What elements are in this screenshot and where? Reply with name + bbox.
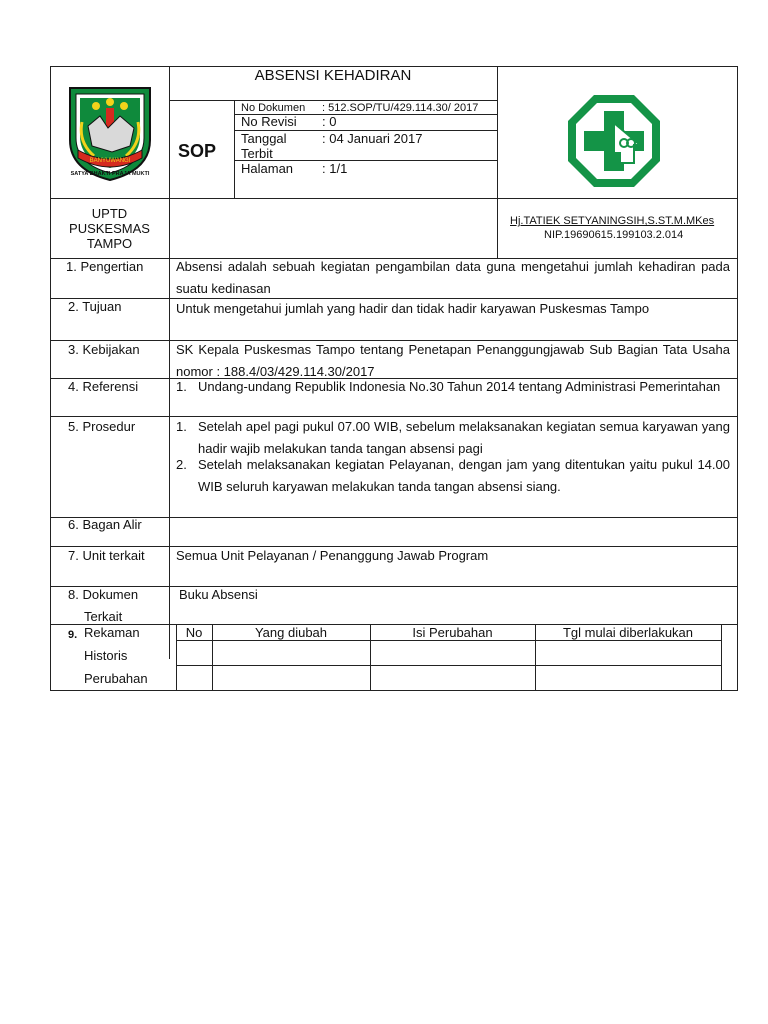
- referensi-item-number: 1.: [176, 379, 187, 394]
- no-dokumen-value: : 512.SOP/TU/429.114.30/ 2017: [322, 102, 479, 114]
- signatory-nip: NIP.19690615.199103.2.014: [544, 229, 684, 241]
- banyuwangi-crest-logo: [64, 82, 156, 182]
- dokumen-label-line2: Terkait: [84, 609, 123, 624]
- crest-motto-text: SATYA BHAKTI PRAJA MUKTI: [70, 171, 150, 177]
- sop-label: SOP: [178, 141, 217, 161]
- revision-col-isi-perubahan: Isi Perubahan: [412, 625, 493, 640]
- no-revisi-value: : 0: [322, 114, 337, 129]
- kebijakan-label: 3. Kebijakan: [68, 342, 140, 357]
- tanggal-value: : 04 Januari 2017: [322, 131, 423, 146]
- crest-banner-text: BANYUWANGI: [89, 158, 131, 164]
- unit-line2: PUSKESMAS: [69, 221, 150, 236]
- revision-col-no: No: [185, 625, 203, 640]
- revision-col-tgl-mulai: Tgl mulai diberlakukan: [562, 625, 694, 640]
- no-revisi-label: No Revisi: [241, 114, 297, 129]
- unit-terkait-text: Semua Unit Pelayanan / Penanggung Jawab Program: [176, 548, 489, 563]
- puskesmas-logo: [566, 93, 662, 189]
- kebijakan-text: SK Kepala Puskesmas Tampo tentang Penetapan Penanggungjawab Sub Bagian Tata Usaha nomor : 188.4/03/429.114.30/2017: [176, 342, 730, 379]
- prosedur-item-text: Setelah apel pagi pukul 07.00 WIB, sebelum melaksanakan kegiatan semua karyawan yang hadir wajib melakukan tanda tangan absensi pagi: [198, 419, 730, 456]
- signatory-name: Hj.TATIEK SETYANINGSIH,S.ST.M.MKes: [510, 215, 715, 227]
- unit-line3: TAMPO: [86, 236, 133, 251]
- tanggal-label-line2: Terbit: [241, 146, 273, 161]
- rekaman-label-number: 9.: [68, 629, 78, 641]
- pengertian-label: 1. Pengertian: [66, 259, 144, 274]
- unit-line1: UPTD: [91, 206, 128, 221]
- referensi-item: [176, 376, 730, 420]
- document-title: ABSENSI KEHADIRAN: [254, 67, 412, 84]
- prosedur-label: 5. Prosedur: [68, 419, 136, 434]
- halaman-value: : 1/1: [322, 161, 348, 176]
- referensi-item-text: Undang-undang Republik Indonesia No.30 Tahun 2014 tentang Administrasi Pemerintahan: [198, 379, 721, 394]
- referensi-label: 4. Referensi: [68, 379, 139, 394]
- tujuan-text: Untuk mengetahui jumlah yang hadir dan tidak hadir karyawan Puskesmas Tampo: [176, 301, 650, 316]
- rekaman-label-line2: Historis: [84, 648, 128, 663]
- prosedur-item-number: 1.: [176, 419, 187, 434]
- dokumen-label-line1: 8. Dokumen: [68, 587, 139, 602]
- no-dokumen-label: No Dokumen: [241, 102, 306, 114]
- pengertian-text: Absensi adalah sebuah kegiatan pengambilan data guna mengetahui jumlah kehadiran pada suatu kedinasan: [176, 259, 730, 296]
- dokumen-terkait-text: Buku Absensi: [179, 587, 258, 602]
- revision-col-yang-diubah: Yang diubah: [254, 625, 328, 640]
- prosedur-item-2: [176, 454, 730, 520]
- rekaman-label-line3: Perubahan: [84, 671, 148, 686]
- halaman-label: Halaman: [241, 161, 294, 176]
- rekaman-label-line1: Rekaman: [84, 625, 140, 640]
- tanggal-label-line1: Tanggal: [241, 131, 287, 146]
- prosedur-item-number: 2.: [176, 457, 187, 472]
- tujuan-label: 2. Tujuan: [68, 299, 122, 314]
- unit-terkait-label: 7. Unit terkait: [68, 548, 145, 563]
- prosedur-item-text: Setelah melaksanakan kegiatan Pelayanan, dengan jam yang ditentukan yaitu pukul 14.00 WIB seluruh karyawan melakukan tanda tangan absensi siang.: [198, 457, 730, 494]
- bagan-alir-label: 6. Bagan Alir: [68, 517, 142, 532]
